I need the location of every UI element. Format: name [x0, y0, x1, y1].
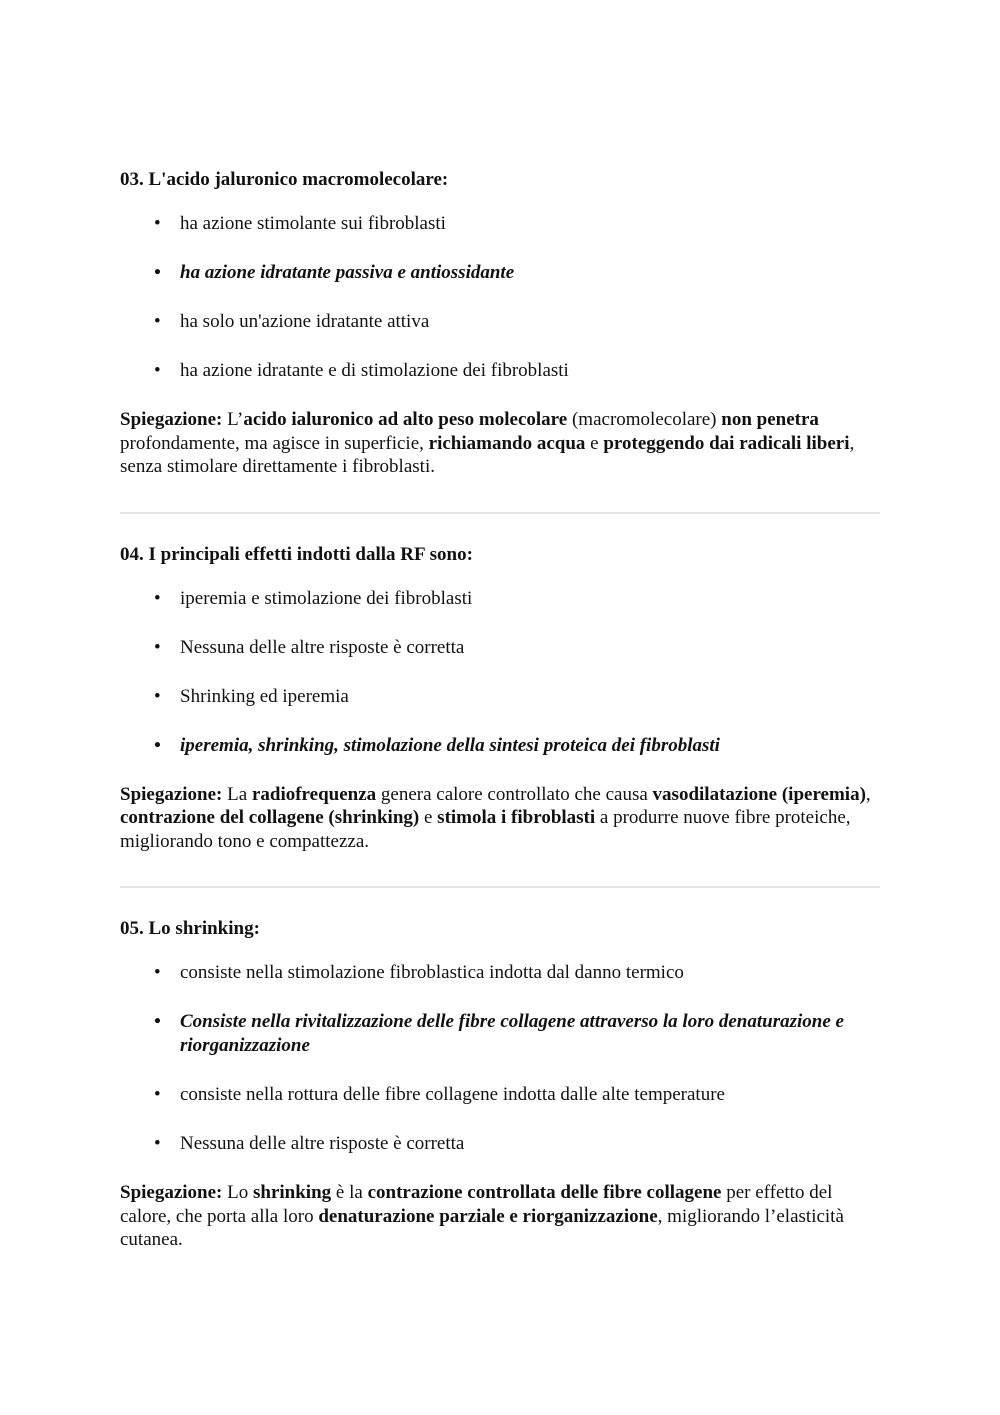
explanation-emphasis: contrazione del collagene (shrinking)	[120, 807, 420, 828]
explanation-text: , migliorando l’elasticità cutanea.	[120, 1205, 844, 1250]
explanation-text: a produrre nuove fibre proteiche, migliorando tono e compattezza.	[120, 807, 851, 852]
explanation-text: e	[419, 807, 438, 828]
answer-text: ha azione idratante e di stimolazione dei fibroblasti	[180, 360, 569, 381]
explanation-text: profondamente, ma agisce in superficie,	[120, 432, 429, 454]
question-05	[120, 917, 880, 1252]
explanation-emphasis: stimola i fibroblasti	[437, 807, 596, 828]
answer-option	[120, 685, 880, 709]
answer-text: consiste nella rottura delle fibre collagene indotta dalle alte temperature	[180, 1084, 725, 1105]
answer-text: iperemia e stimolazione dei fibroblasti	[180, 587, 473, 609]
answer-text: ha azione stimolante sui fibroblasti	[180, 213, 446, 234]
question-title: 03. L'acido jaluronico macromolecolare:	[120, 169, 449, 190]
explanation-emphasis: richiamando acqua	[428, 432, 586, 454]
bullet-icon: •	[154, 213, 161, 234]
explanation	[120, 408, 880, 479]
explanation-emphasis: radiofrequenza	[251, 783, 377, 805]
explanation-emphasis: proteggendo dai radicali liberi	[603, 432, 850, 454]
answer-option	[120, 1083, 880, 1107]
explanation-text: ,	[865, 783, 871, 805]
answer-option	[120, 636, 880, 660]
question-title: 05. Lo shrinking:	[120, 918, 260, 939]
answer-text: consiste nella stimolazione fibroblastica indotta dal danno termico	[180, 962, 684, 983]
explanation-text: , senza stimolare direttamente i fibroblasti.	[120, 432, 855, 477]
explanation-emphasis: shrinking	[253, 1182, 332, 1203]
explanation-text: genera calore controllato che causa	[376, 783, 653, 805]
explanation-emphasis: vasodilatazione (iperemia)	[652, 783, 866, 805]
answer-option	[120, 587, 880, 611]
answer-options	[120, 961, 880, 1156]
explanation-emphasis: contrazione controllata delle fibre collagene	[367, 1182, 722, 1203]
explanation-text: (macromolecolare)	[567, 409, 722, 430]
explanation-label: Spiegazione:	[120, 409, 223, 430]
explanation-text: La	[222, 783, 252, 805]
explanation	[120, 1181, 880, 1252]
bullet-icon: •	[154, 636, 161, 658]
bullet-icon: •	[154, 1011, 161, 1032]
answer-text: iperemia, shrinking, stimolazione della sintesi proteica dei fibroblasti	[180, 734, 720, 756]
bullet-icon: •	[154, 587, 161, 609]
answer-options	[120, 587, 880, 758]
question-title: 04. I principali effetti indotti dalla RF sono:	[120, 543, 473, 565]
explanation-text: per effetto del calore, che porta alla loro	[120, 1182, 833, 1227]
explanation-emphasis: non penetra	[721, 409, 819, 430]
bullet-icon: •	[154, 734, 161, 756]
section-divider	[120, 886, 880, 888]
answer-option	[120, 1132, 880, 1156]
answer-text: Consiste nella rivitalizzazione delle fibre collagene attraverso la loro denaturazione e riorganizzazione	[180, 1011, 844, 1056]
answer-option	[120, 310, 880, 334]
section-divider	[120, 512, 880, 514]
question-04	[120, 543, 880, 854]
explanation-label: Spiegazione:	[120, 783, 223, 805]
explanation	[120, 783, 880, 854]
bullet-icon: •	[154, 1084, 161, 1105]
answer-text: ha azione idratante passiva e antiossidante	[180, 262, 515, 283]
explanation-label: Spiegazione:	[120, 1182, 223, 1203]
answer-options	[120, 212, 880, 383]
bullet-icon: •	[154, 262, 161, 283]
bullet-icon: •	[154, 685, 161, 707]
answer-option	[120, 359, 880, 383]
answer-text: ha solo un'azione idratante attiva	[180, 311, 430, 332]
explanation-text: è la	[331, 1182, 368, 1203]
answer-option-correct	[120, 734, 880, 758]
question-03	[120, 168, 880, 479]
answer-option-correct	[120, 261, 880, 285]
answer-text: Nessuna delle altre risposte è corretta	[180, 636, 465, 658]
answer-option	[120, 212, 880, 236]
bullet-icon: •	[154, 1133, 161, 1154]
explanation-text: L’	[222, 409, 244, 430]
bullet-icon: •	[154, 360, 161, 381]
bullet-icon: •	[154, 962, 161, 983]
answer-option-correct	[120, 1010, 880, 1058]
explanation-text: e	[585, 432, 604, 454]
answer-text: Nessuna delle altre risposte è corretta	[180, 1133, 465, 1154]
bullet-icon: •	[154, 311, 161, 332]
explanation-emphasis: acido ialuronico ad alto peso molecolare	[243, 409, 568, 430]
answer-option	[120, 961, 880, 985]
explanation-text: Lo	[222, 1182, 253, 1203]
explanation-emphasis: denaturazione parziale e riorganizzazione	[318, 1205, 658, 1227]
answer-text: Shrinking ed iperemia	[180, 685, 349, 707]
